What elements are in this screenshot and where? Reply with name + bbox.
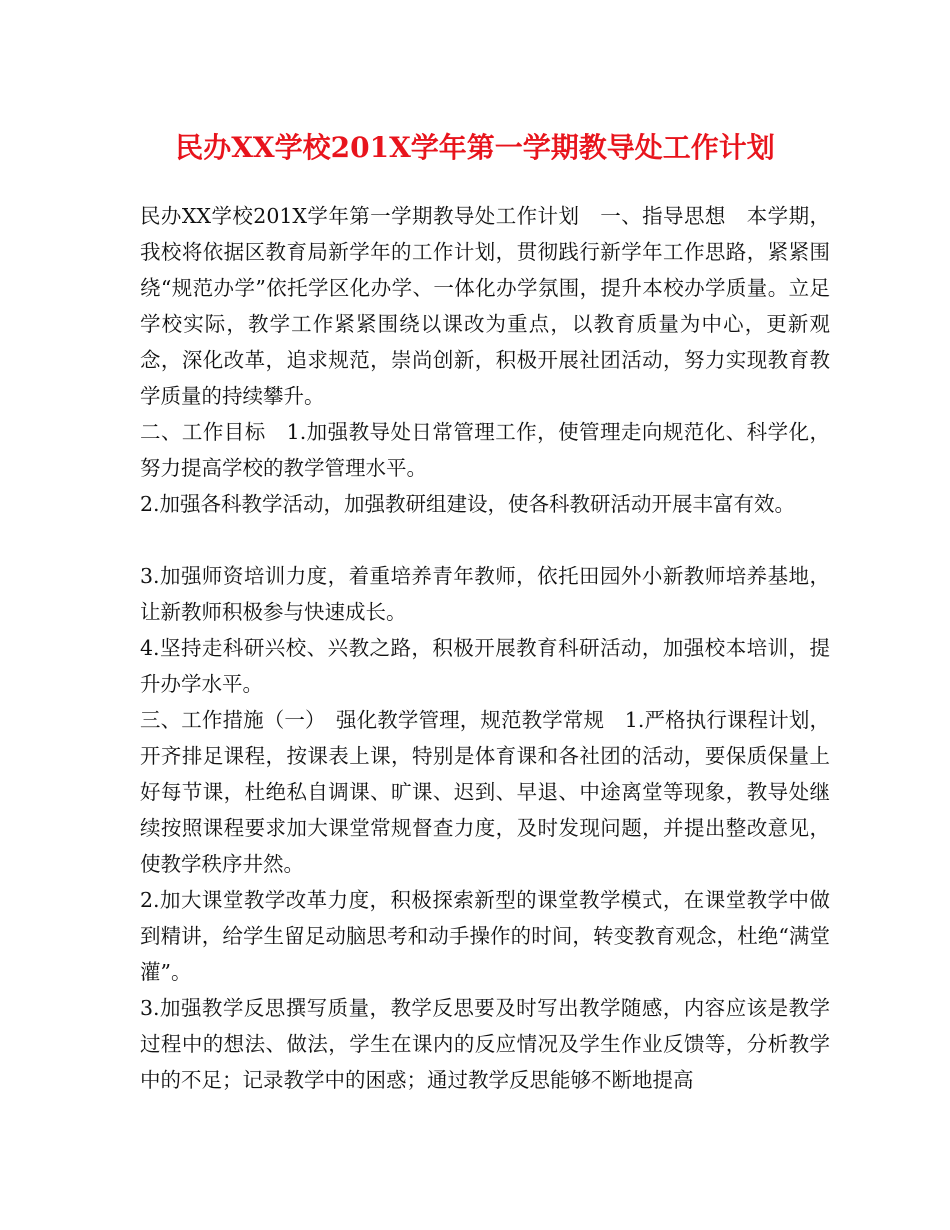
paragraph-guiding-ideology: 民办XX学校201X学年第一学期教导处工作计划 一、指导思想 本学期，我校将依据区教育局新学年的工作计划，贯彻践行新学年工作思路，紧紧围绕“规范办学”依托学区化办学、一体化办学氛围，提升本校办学质量。立足学校实际，教学工作紧紧围绕以课改为重点，以教育质量为中心，更新观念，深化改革，追求规范，崇尚创新，积极开展社团活动，努力实现教育教学质量的持续攀升。 (140, 204, 830, 408)
paragraph-work-goal-3: 3.加强师资培训力度，着重培养青年教师，依托田园外小新教师培养基地，让新教师积极参与快速成长。 (140, 564, 830, 624)
document-title: 民办XX学校201X学年第一学期教导处工作计划 (175, 131, 775, 164)
paragraph-work-goal-2: 2.加强各科教学活动，加强教研组建设，使各科教研活动开展丰富有效。 (140, 492, 796, 516)
paragraph-measure-2: 2.加大课堂教学改革力度，积极探索新型的课堂教学模式，在课堂教学中做到精讲，给学生留足动脑思考和动手操作的时间，转变教育观念，杜绝“满堂灌”。 (140, 888, 830, 984)
document-body (140, 198, 830, 1098)
paragraph-work-goal-1: 二、工作目标 1.加强教导处日常管理工作，使管理走向规范化、科学化，努力提高学校的教学管理水平。 (140, 420, 830, 480)
paragraph-work-goal-4: 4.坚持走科研兴校、兴教之路，积极开展教育科研活动，加强校本培训，提升办学水平。 (140, 636, 830, 696)
paragraph-measure-3: 3.加强教学反思撰写质量，教学反思要及时写出教学随感，内容应该是教学过程中的想法、做法，学生在课内的反应情况及学生作业反馈等，分析教学中的不足；记录教学中的困惑；通过教学反思能够不断地提高 (140, 996, 830, 1092)
paragraph-measure-1: 三、工作措施（一） 强化教学管理，规范教学常规 1.严格执行课程计划，开齐排足课程，按课表上课，特别是体育课和各社团的活动，要保质保量上好每节课，杜绝私自调课、旷课、迟到、早退、中途离堂等现象，教导处继续按照课程要求加大课堂常规督查力度，及时发现问题，并提出整改意见，使教学秩序井然。 (140, 708, 830, 876)
